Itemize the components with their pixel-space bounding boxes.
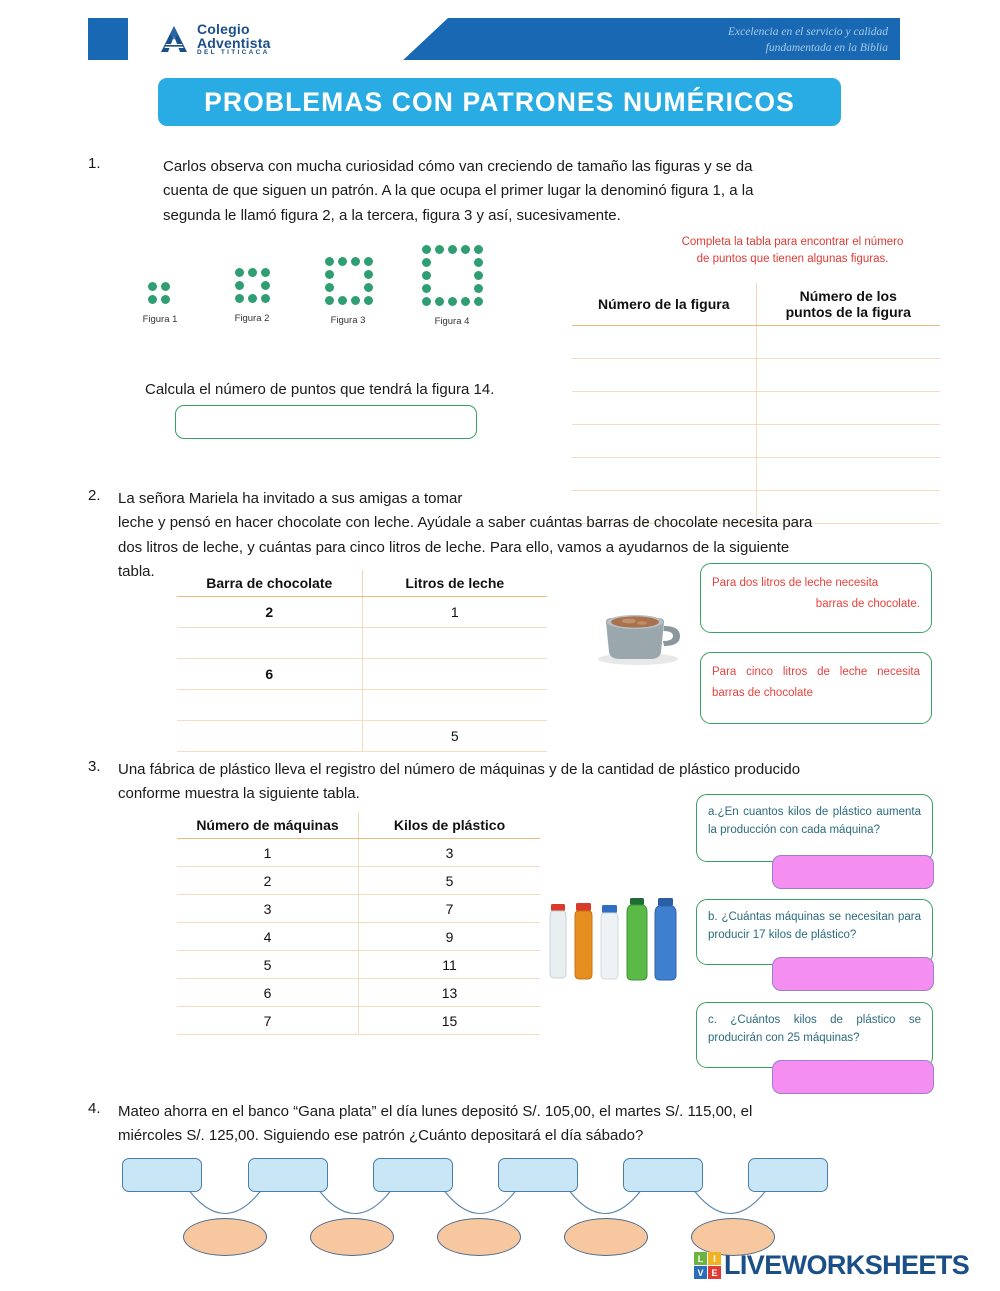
q2-line-2: leche y pensó en hacer chocolate con leche. Ayúdale a saber cuántas barras de chocolate necesita para	[118, 514, 813, 532]
cell-points[interactable]	[756, 425, 940, 458]
table-row	[572, 392, 940, 425]
table-row	[177, 951, 540, 979]
q2-line-1: La señora Mariela ha invitado a sus amigas a tomar	[118, 490, 463, 507]
q2-line-4: tabla.	[118, 562, 155, 580]
q4-box-3[interactable]	[373, 1158, 453, 1192]
q3-answer-c-value	[773, 1061, 933, 1075]
table-row	[177, 839, 540, 867]
q4-ellipse-3-value	[438, 1219, 520, 1237]
q2-answer-box-five-liters[interactable]	[700, 652, 932, 724]
header-milk-liters: Litros de leche	[362, 570, 547, 597]
q4-box-2-value	[249, 1159, 327, 1173]
cell-figure[interactable]	[572, 425, 756, 458]
table-row	[177, 659, 547, 690]
q2-answer-text-b: Para cinco litros de leche necesita barras de chocolate	[712, 666, 920, 700]
cell-liters[interactable]	[362, 690, 547, 721]
logo-line-3: DEL TITICACA	[197, 48, 270, 56]
table-row	[177, 628, 547, 659]
slogan-line-2: fundamentada en la Biblia	[765, 41, 888, 54]
cell-liters[interactable]	[362, 628, 547, 659]
question-3-number: 3.	[88, 758, 101, 775]
mug-icon	[588, 604, 688, 666]
figure-4-label: Figura 4	[434, 316, 470, 327]
table-row	[177, 597, 547, 628]
table-row	[177, 923, 540, 951]
q3-answer-b-value	[773, 958, 933, 972]
note-line-1: Completa la tabla para encontrar el número	[681, 236, 904, 248]
q4-box-5-value	[624, 1159, 702, 1173]
figure-4-dotgrid	[422, 245, 483, 306]
cell-points[interactable]	[756, 392, 940, 425]
figure-3-dotgrid	[325, 257, 373, 305]
adventist-a-icon	[158, 24, 190, 54]
q4-ellipse-2[interactable]	[310, 1218, 394, 1256]
plastic-bottles-image	[540, 898, 690, 991]
q4-box-6[interactable]	[748, 1158, 828, 1192]
header-points-line1: Número de los	[799, 288, 897, 304]
q4-ellipse-2-value	[311, 1219, 393, 1237]
question-4-number: 4.	[88, 1100, 101, 1117]
cell-liters[interactable]	[362, 659, 547, 690]
table-row	[572, 425, 940, 458]
q4-line-1: Mateo ahorra en el banco “Gana plata” el día lunes depositó S/. 105,00, el martes S/. 115,00, el	[118, 1103, 753, 1120]
question-4-text	[118, 1100, 958, 1149]
lw-tile-i: I	[708, 1252, 721, 1265]
cell-bars[interactable]	[177, 690, 362, 721]
school-logo	[158, 21, 271, 57]
cell-liters[interactable]: 1	[362, 597, 547, 628]
note-line-2: de puntos que tienen algunas figuras.	[696, 253, 889, 266]
q1-line-1: Carlos observa con mucha curiosidad cómo van creciendo de tamaño las figuras y se da	[163, 158, 753, 175]
cell-kilos: 15	[359, 1007, 541, 1035]
cell-liters[interactable]: 5	[362, 721, 547, 752]
school-slogan	[728, 25, 888, 56]
q1-answer-value	[176, 406, 476, 420]
school-header-banner	[88, 18, 900, 60]
table-row	[572, 326, 940, 359]
q1-answer-input[interactable]	[175, 405, 477, 439]
lw-tile-l: L	[694, 1252, 707, 1265]
q4-box-2[interactable]	[248, 1158, 328, 1192]
q3-answer-a-input[interactable]	[772, 855, 934, 889]
cell-machines: 4	[177, 923, 359, 951]
question-2-number: 2.	[88, 487, 101, 504]
table-row	[177, 895, 540, 923]
cell-points[interactable]	[756, 458, 940, 491]
header-points-number	[756, 283, 940, 326]
q4-ellipse-4[interactable]	[564, 1218, 648, 1256]
q4-box-4-value	[499, 1159, 577, 1173]
header-points-line2: puntos de la figura	[785, 304, 911, 320]
cell-kilos: 5	[359, 867, 541, 895]
q3-question-a-text: a.¿En cuantos kilos de plástico aumenta la producción con cada máquina?	[708, 806, 921, 836]
q4-ellipse-1[interactable]	[183, 1218, 267, 1256]
q4-box-4[interactable]	[498, 1158, 578, 1192]
q1-line-3: segunda le llamó figura 2, a la tercera, figura 3 y así, sucesivamente.	[163, 206, 621, 224]
cell-machines: 1	[177, 839, 359, 867]
q2-line-3: dos litros de leche, y cuántas para cinco litros de leche. Para ello, vamos a ayudarnos de la siguiente	[118, 538, 790, 556]
cell-machines: 5	[177, 951, 359, 979]
q2-answer-box-two-liters[interactable]	[700, 563, 932, 633]
q3-question-b-text: b. ¿Cuántas máquinas se necesitan para producir 17 kilos de plástico?	[708, 911, 921, 941]
q4-box-5[interactable]	[623, 1158, 703, 1192]
cell-machines: 6	[177, 979, 359, 1007]
question-1-number: 1.	[88, 155, 101, 172]
cell-points[interactable]	[756, 359, 940, 392]
q2-answer-a-line1: Para dos litros de leche necesita	[712, 577, 879, 589]
slogan-line-1: Excelencia en el servicio y calidad	[728, 26, 888, 38]
q3-answer-a-value	[773, 856, 933, 870]
logo-line-1: Colegio	[197, 20, 250, 37]
table-header-row	[177, 570, 547, 597]
q1-line-2: cuenta de que siguen un patrón. A la que ocupa el primer lugar la denominó figura 1, a la	[163, 182, 754, 200]
worksheet-title	[158, 78, 841, 126]
cell-bars[interactable]: 2	[177, 597, 362, 628]
cell-bars[interactable]	[177, 628, 362, 659]
q4-ellipse-1-value	[184, 1219, 266, 1237]
q3-question-c-text: c. ¿Cuántos kilos de plástico se producirán con 25 máquinas?	[708, 1014, 921, 1044]
figure-3-label: Figura 3	[330, 315, 366, 326]
header-machines: Número de máquinas	[177, 812, 359, 839]
question-1-text	[163, 155, 853, 228]
cell-machines: 2	[177, 867, 359, 895]
cell-points[interactable]	[756, 326, 940, 359]
figure-1-dotgrid	[148, 282, 170, 304]
q2-answer-a-line2: barras de chocolate.	[815, 598, 920, 611]
table-header-row	[572, 283, 940, 326]
figure-2-label: Figura 2	[234, 313, 270, 324]
q3-line-2: conforme muestra la siguiente tabla.	[118, 785, 360, 803]
cell-figure[interactable]	[572, 458, 756, 491]
cell-machines: 3	[177, 895, 359, 923]
lw-tile-e: E	[708, 1266, 721, 1279]
q3-question-b-box	[696, 899, 933, 965]
table-row	[177, 1007, 540, 1035]
figure-2-dotgrid	[235, 268, 270, 303]
q4-ellipse-4-value	[565, 1219, 647, 1237]
cell-figure[interactable]	[572, 392, 756, 425]
q3-question-c-box	[696, 1002, 933, 1068]
figure-1-label: Figura 1	[142, 314, 178, 325]
header-chocolate-bars: Barra de chocolate	[177, 570, 362, 597]
header-kilos: Kilos de plástico	[359, 812, 541, 839]
q4-box-1[interactable]	[122, 1158, 202, 1192]
liveworksheets-brand-text: LIVEWORKSHEETS	[724, 1250, 970, 1280]
bottles-icon	[540, 898, 690, 986]
q3-question-a-box	[696, 794, 933, 862]
hot-chocolate-mug-image	[588, 604, 688, 671]
cell-figure[interactable]	[572, 326, 756, 359]
cell-figure[interactable]	[572, 359, 756, 392]
q4-box-3-value	[374, 1159, 452, 1173]
table-header-row	[177, 812, 540, 839]
figure-4-dots	[422, 245, 483, 327]
figure-2-dots	[234, 268, 270, 324]
q3-answer-c-input[interactable]	[772, 1060, 934, 1094]
table-row	[177, 690, 547, 721]
q4-line-2: miércoles S/. 125,00. Siguiendo ese patrón ¿Cuánto depositará el día sábado?	[118, 1127, 644, 1145]
q4-box-6-value	[749, 1159, 827, 1173]
q1-calc-instruction: Calcula el número de puntos que tendrá la figura 14.	[145, 381, 495, 398]
q4-ellipse-3[interactable]	[437, 1218, 521, 1256]
cell-kilos: 7	[359, 895, 541, 923]
machines-plastic-table	[177, 812, 540, 1035]
table-instruction-note	[650, 234, 935, 269]
table-row	[177, 979, 540, 1007]
table-row	[572, 458, 940, 491]
cell-kilos: 3	[359, 839, 541, 867]
liveworksheets-tiles	[694, 1252, 721, 1279]
lw-tile-v: V	[694, 1266, 707, 1279]
logo-line-2: Adventista	[197, 34, 271, 51]
figure-3-dots	[325, 257, 373, 326]
q2-answer-text-a	[701, 564, 931, 625]
chocolate-milk-table	[177, 570, 547, 752]
cell-bars[interactable]: 6	[177, 659, 362, 690]
q4-ellipse-5-value	[692, 1219, 774, 1237]
table-row	[177, 867, 540, 895]
q3-line-1: Una fábrica de plástico lleva el registro del número de máquinas y de la cantidad de plástico producido	[118, 761, 801, 778]
liveworksheets-logo	[694, 1250, 969, 1281]
header-figure-number: Número de la figura	[572, 283, 756, 326]
q4-box-1-value	[123, 1159, 201, 1173]
figure-1-dots	[142, 282, 178, 325]
table-row	[177, 721, 547, 752]
cell-bars[interactable]	[177, 721, 362, 752]
page-title: PROBLEMAS CON PATRONES NUMÉRICOS	[204, 86, 795, 117]
cell-machines: 7	[177, 1007, 359, 1035]
cell-kilos: 9	[359, 923, 541, 951]
q3-answer-b-input[interactable]	[772, 957, 934, 991]
cell-kilos: 11	[359, 951, 541, 979]
table-row	[572, 359, 940, 392]
cell-kilos: 13	[359, 979, 541, 1007]
